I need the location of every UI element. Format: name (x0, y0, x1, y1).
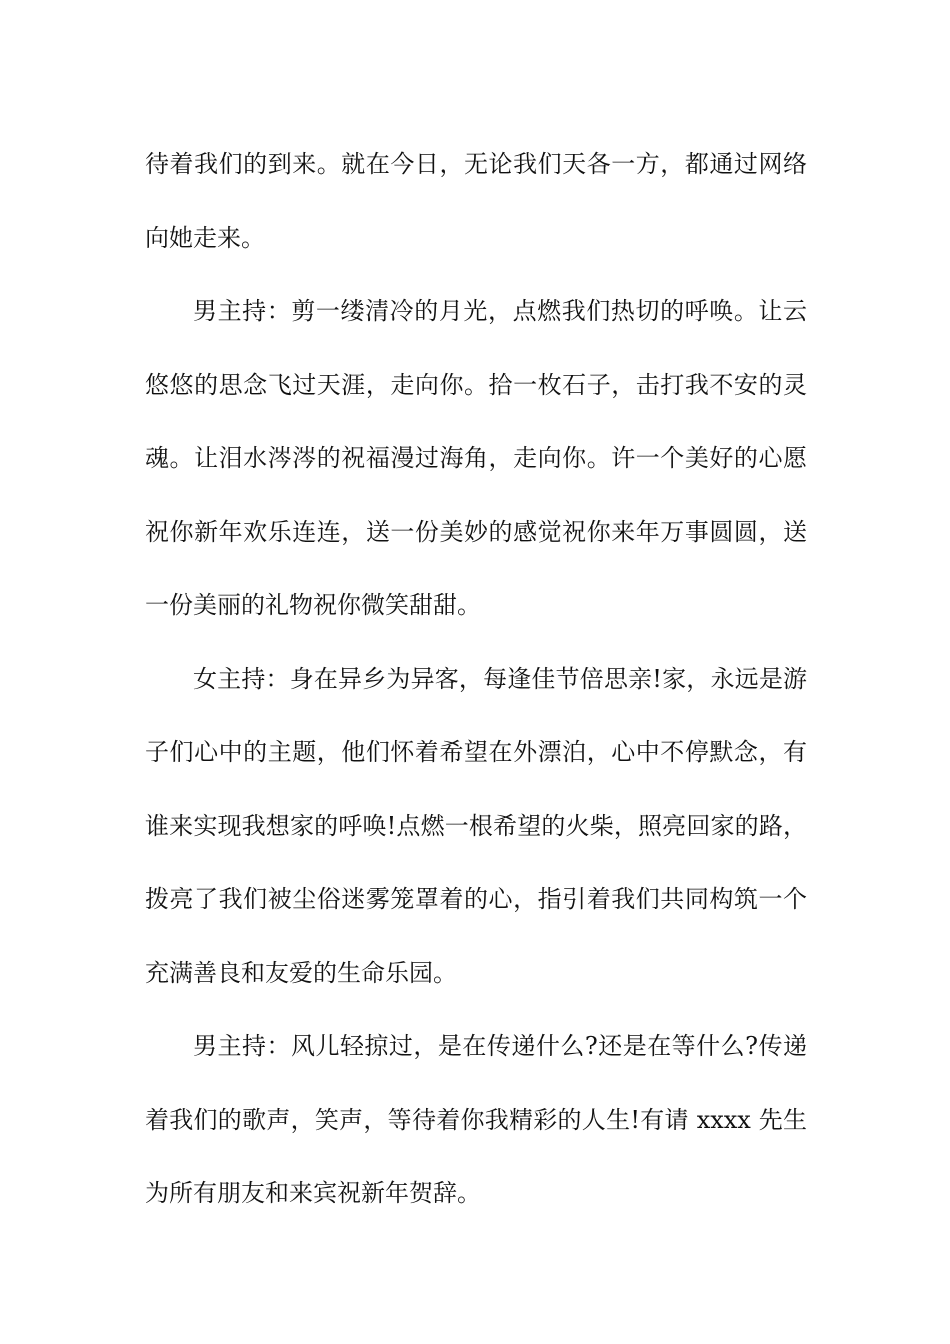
paragraph-male-host-1: 男主持：剪一缕清冷的月光，点燃我们热切的呼唤。让云悠悠的思念飞过天涯，走向你。拾一枚石子，击打我不安的灵魂。让泪水涔涔的祝福漫过海角，走向你。许一个美好的心愿祝你新年欢乐连连，送一份美妙的感觉祝你来年万事圆圆，送一份美丽的礼物祝你微笑甜甜。 (145, 297, 807, 619)
paragraph-male-host-2: 男主持：风儿轻掠过，是在传递什么?还是在等什么?传递着我们的歌声，笑声，等待着你我精彩的人生!有请 xxxx 先生为所有朋友和来宾祝新年贺辞。 (145, 1032, 807, 1207)
document-body (145, 128, 807, 1231)
paragraph-female-host: 女主持：身在异乡为异客，每逢佳节倍思亲!家，永远是游子们心中的主题，他们怀着希望在外漂泊，心中不停默念，有谁来实现我想家的呼唤!点燃一根希望的火柴，照亮回家的路，拨亮了我们被尘俗迷雾笼罩着的心，指引着我们共同构筑一个充满善良和友爱的生命乐园。 (145, 664, 807, 987)
paragraph-continued: 待着我们的到来。就在今日，无论我们天各一方，都通过网络向她走来。 (145, 150, 807, 252)
